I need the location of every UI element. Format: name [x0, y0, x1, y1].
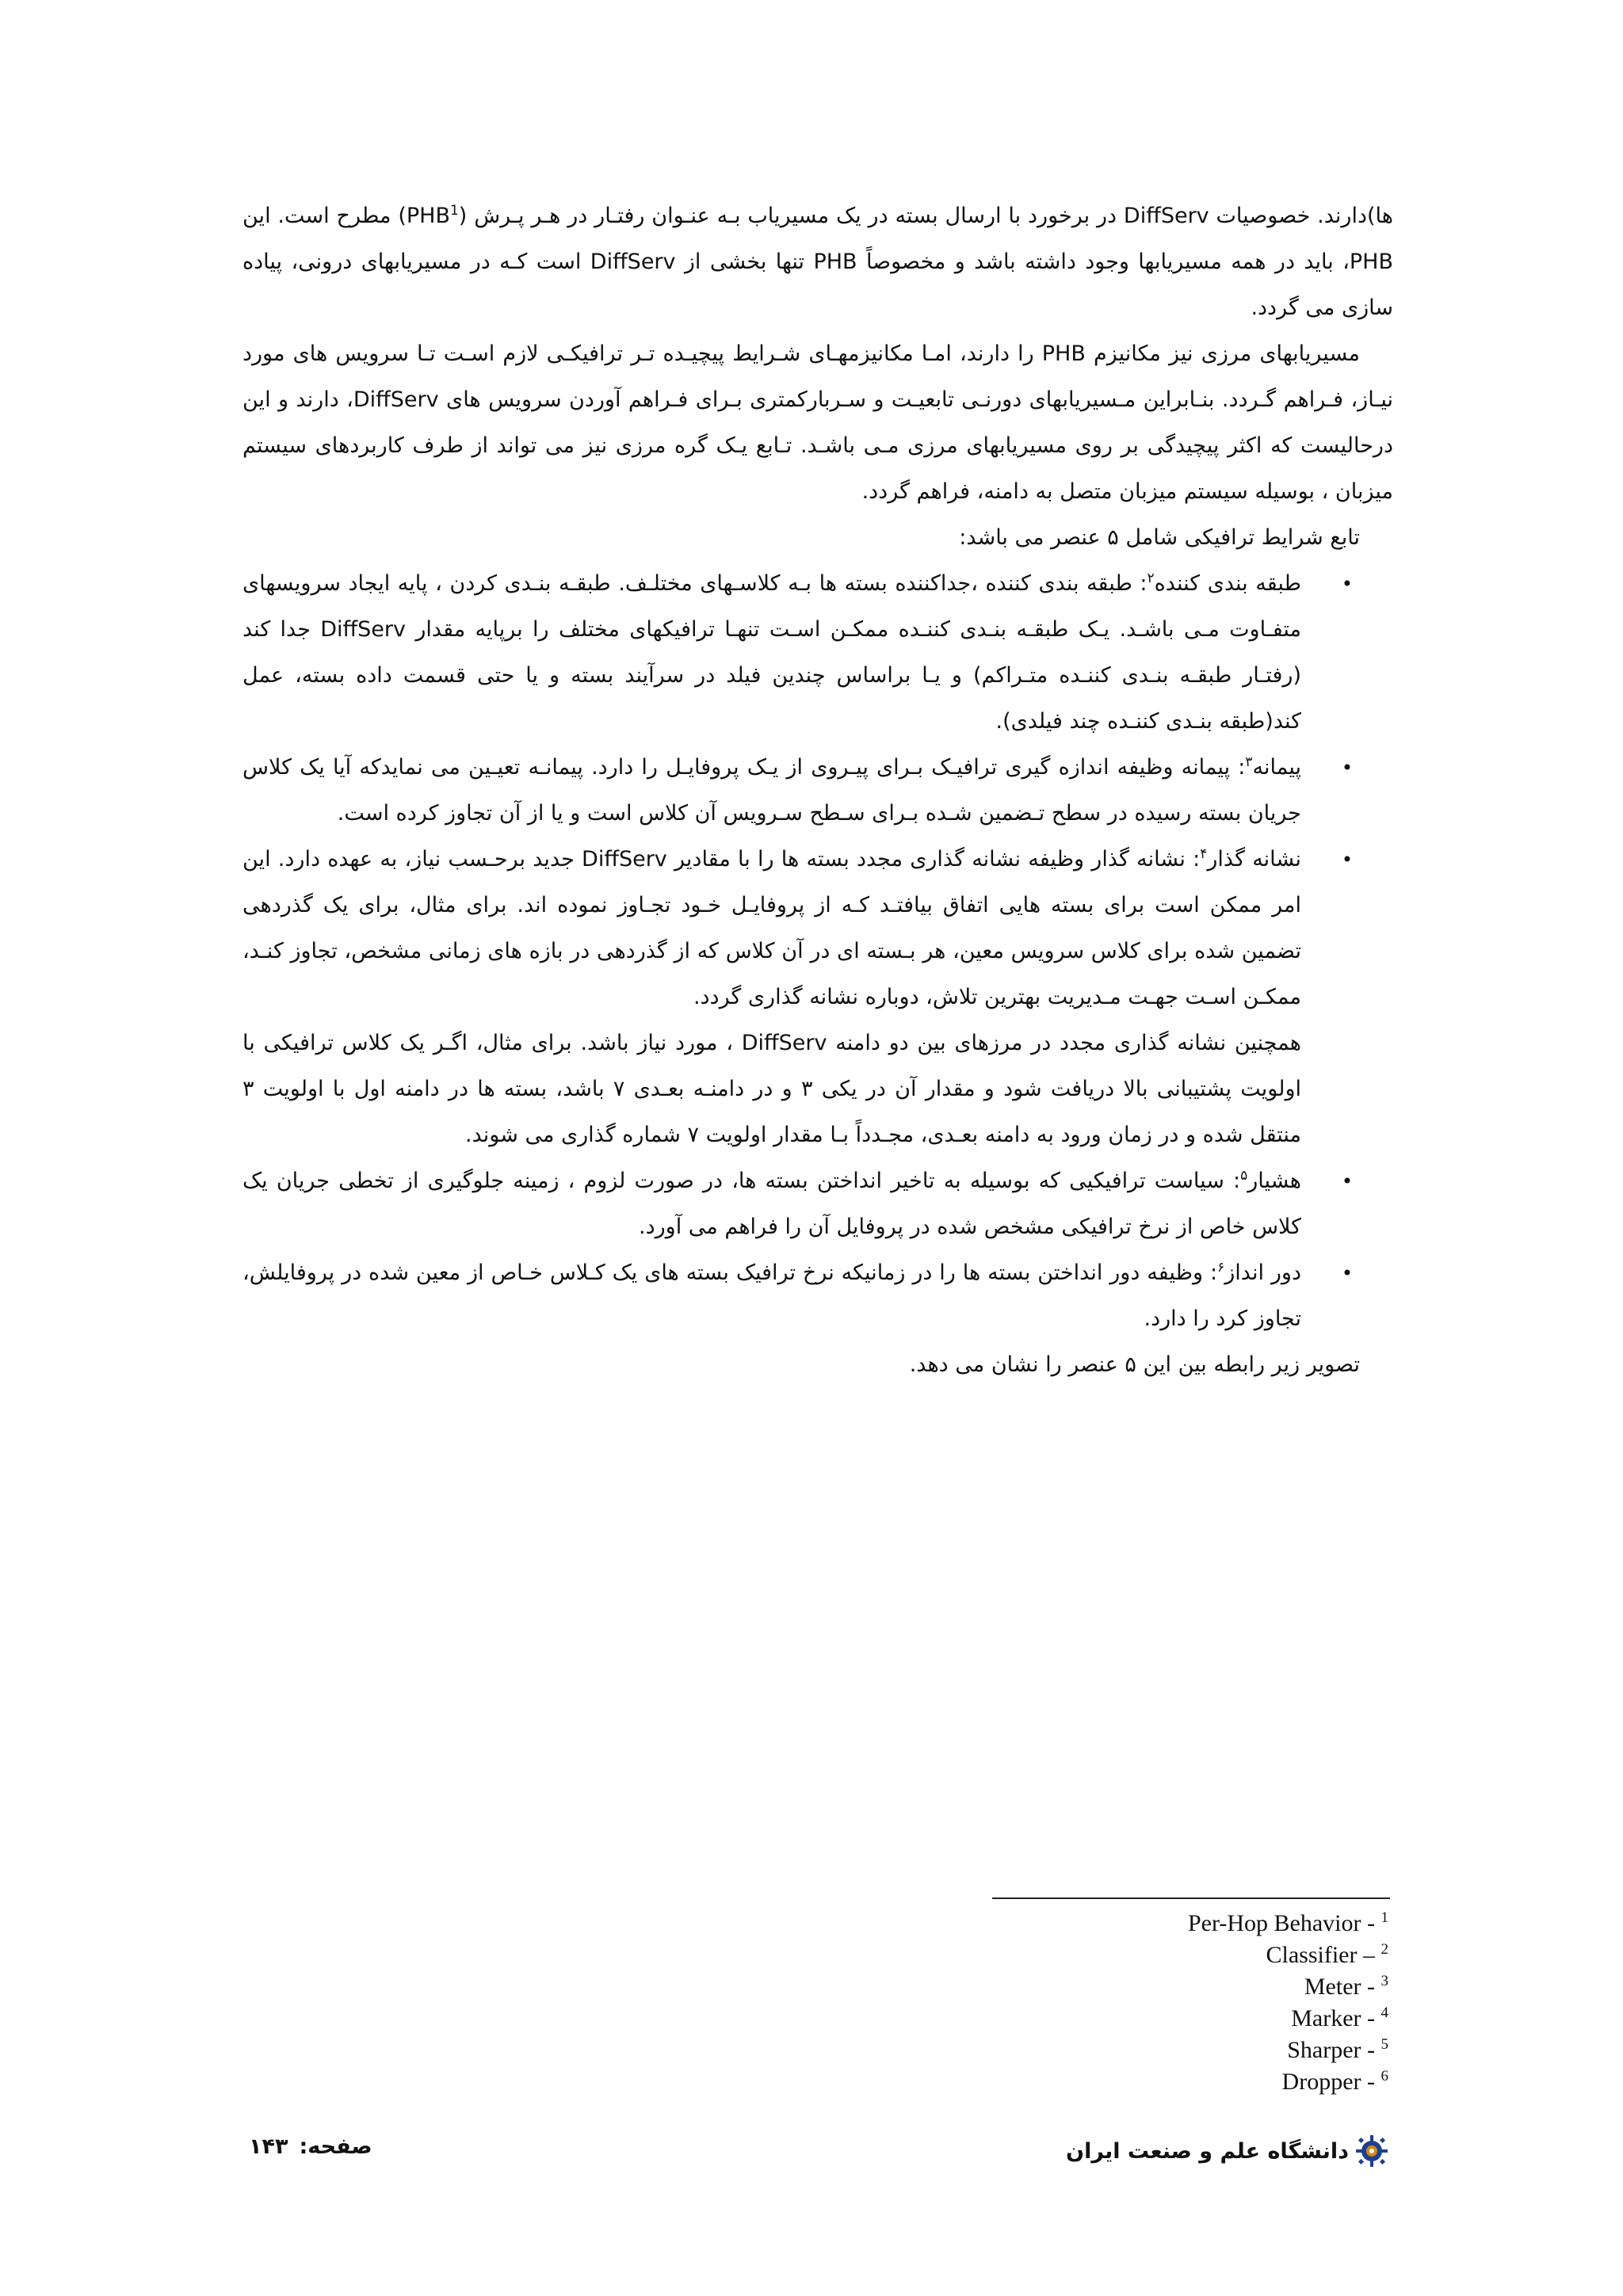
footnote-text: Sharper - [1287, 2037, 1381, 2063]
page-label: صفحه: [299, 2134, 372, 2159]
footnote-5 [913, 2035, 1388, 2066]
university-logo-graphic [1355, 2134, 1388, 2168]
bullet-text: : وظیفه دور انداختن بسته ها را در زمانیکه نرخ ترافیک بسته های یک کـلاس خـاص از معین شده در پروفایلش، تجاوز کرد را دارد. [242, 1261, 1301, 1331]
footnote-ref-1: 1 [449, 203, 459, 219]
footnote-number: 6 [1381, 2068, 1388, 2084]
bullet-item-shaper [242, 1158, 1393, 1250]
bullet-term: نشانه گذار [1207, 847, 1302, 871]
university-logo-icon [1355, 2134, 1388, 2168]
bullet-term: طبقه بندی کننده [1154, 571, 1301, 596]
footnote-text: Meter - [1304, 1974, 1381, 2000]
bullet-list [242, 561, 1393, 1020]
page-number-block [249, 2134, 372, 2159]
footnote-3 [913, 1971, 1388, 2003]
footnote-number: 2 [1381, 1941, 1388, 1958]
paragraph-1-end: ) مطرح است. این PHB، باید در همه مسیریابها وجود داشته باشد و مخصوصاً PHB تنها بخشی از DiffServ است کـه در مسیریابهای درونی، پیاده سازی می گردد. [242, 204, 1393, 320]
footnote-ref-5: ۵ [1240, 1168, 1248, 1184]
university-name: دانشگاه علم و صنعت ایران [1066, 2138, 1349, 2164]
footnote-text: Dropper - [1281, 2069, 1381, 2095]
bullet-item-marker [242, 837, 1393, 1020]
footnote-ref-2: ۲ [1147, 570, 1155, 586]
closing-paragraph: تصویر زیر رابطه بین این ۵ عنصر را نشان می دهد. [909, 1352, 1360, 1377]
paragraph-1-start: ها)دارند. خصوصیات DiffServ در برخورد با ارسال بسته در یک مسیریاب بـه عنـوان رفتـار در هـر پـرش (PHB [406, 204, 1393, 228]
paragraph-3: تابع شرایط ترافیکی شامل ۵ عنصر می باشد: [959, 525, 1360, 550]
footnote-number: 3 [1381, 1973, 1388, 1989]
footnote-2 [913, 1939, 1388, 1971]
footnote-text: Per-Hop Behavior - [1187, 1910, 1381, 1936]
footnote-6 [913, 2066, 1388, 2098]
bullet-term: پیمانه [1252, 755, 1301, 780]
bullet-symbol: • [1341, 849, 1354, 871]
footnote-4 [913, 2003, 1388, 2035]
page-footer [238, 2130, 1388, 2174]
bullet-text: : طبقه بندی کننده ،جداکننده بسته ها بـه کلاسـهای مختلـف. طبقـه بنـدی کردن ، پایه ایجاد سرویسهای متفـاوت مـی باشـد. یـک طبقـه بنـدی کننـده ممکـن اسـت تنهـا ترافیکهای مختلف را برپایه مقدار DiffServ جدا کند (رفتـار طبقـه بنـدی کننـده متـراکم) و یـا براساس چندین فیلد در سرآیند بسته و یا حتی قسمت داده بسته، عمل کند(طبقه بنـدی کننـده چند فیلدی). [242, 571, 1302, 734]
footnote-text: Marker - [1291, 2005, 1381, 2031]
footnote-number: 1 [1381, 1909, 1388, 1926]
footnote-separator [992, 1897, 1390, 1899]
bullet-item-meter [242, 745, 1393, 837]
footnote-ref-6: ۶ [1217, 1260, 1225, 1276]
page-number: ۱۴۳ [249, 2134, 288, 2159]
remarking-paragraph: همچنین نشانه گذاری مجدد در مرزهای بین دو دامنه DiffServ ، مورد نیاز باشد. برای مثال، اگـر یک کلاس ترافیکی با اولویت پشتیبانی بالا دریافت شود و مقدار آن در یکی ۳ و در دامنـه بعـدی ۷ باشد، بسته ها در دامنه اول با اولویت ۳ منتقل شده و در زمان ورود به دامنه بعـدی، مجـدداً بـا مقدار اولویت ۷ شماره گذاری می شوند. [242, 1031, 1302, 1147]
bullet-item-classifier [242, 561, 1393, 745]
footnote-number: 5 [1381, 2036, 1388, 2053]
bullet-text: : سیاست ترافیکیی که بوسیله به تاخیر انداختن بسته ها، در صورت لزوم ، زمینه جلوگیری از تخطی جریان یک کلاس خاص از نرخ ترافیکی مشخص شده در پروفایل آن را فراهم می آورد. [242, 1169, 1301, 1239]
footnote-ref-3: ۳ [1245, 754, 1253, 770]
bullet-symbol: • [1341, 1170, 1354, 1192]
footnote-text: Classifier – [1266, 1942, 1381, 1968]
footnote-number: 4 [1381, 2004, 1388, 2021]
footnote-ref-4: ۴ [1200, 846, 1208, 862]
bullet-symbol: • [1341, 757, 1354, 779]
bullet-symbol: • [1341, 573, 1354, 595]
bullet-symbol: • [1341, 1262, 1354, 1284]
bullet-text: : نشانه گذار وظیفه نشانه گذاری مجدد بسته ها را با مقادیر DiffServ جدید برحـسب نیاز، به عهده دارد. این امر ممکن است برای بسته هایی اتفاق بیافتـد کـه از پروفایـل خـود تجـاوز نموده اند. برای مثال، برای یک گذردهی تضمین شده برای کلاس سرویس معین، هر بـسته ای در آن کلاس که از گذردهی در بازه های زمانی مشخص، تجاوز کنـد، ممکـن اسـت جهـت مـدیریت بهترین تلاش، دوباره نشانه گذاری گردد. [242, 847, 1301, 1009]
footnotes [913, 1908, 1388, 2098]
body-text [242, 193, 1393, 1388]
bullet-term: دور انداز [1224, 1261, 1301, 1285]
footer-university [1066, 2134, 1388, 2168]
footnote-1 [913, 1908, 1388, 1939]
paragraph-2: مسیریابهای مرزی نیز مکانیزم PHB را دارند، امـا مکانیزمهـای شـرایط پیچیـده تـر ترافیکـی لازم اسـت تـا سرویس های مورد نیـاز، فـراهم گـردد. بنـابراین مـسیریابهای دورنـی تابعیـت و سـربارکمتری بـرای فـراهم آوردن سرویس های DiffServ، دارند و این درحالیست که اکثر پیچیدگی بر روی مسیریابهای مرزی مـی باشـد. تـابع یـک گره مرزی نیز می تواند از طرف کاربردهای سیستم میزبان ، بوسیله سیستم میزبان متصل به دامنه، فراهم گردد. [242, 341, 1393, 504]
bullet-item-dropper [242, 1250, 1393, 1342]
bullet-text: : پیمانه وظیفه اندازه گیری ترافیـک بـرای پیـروی از یـک پروفایـل را دارد. پیمانـه تعیـین می نمایدکه آیا یک کلاس جریان بسته رسیده در سطح تـضمین شـده بـرای سـطح سـرویس آن کلاس است و یا از آن تجاوز کرده است. [242, 755, 1301, 826]
bullet-list-2 [242, 1158, 1393, 1342]
bullet-term: هشیار [1247, 1169, 1301, 1193]
paragraph-1 [242, 193, 1393, 331]
